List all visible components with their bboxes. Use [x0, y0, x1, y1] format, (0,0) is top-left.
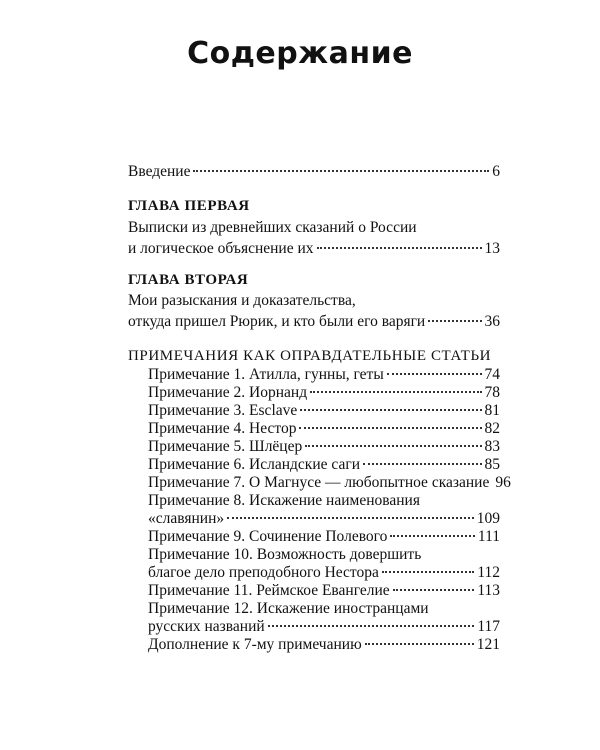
toc-page-number: 83 [484, 438, 500, 455]
toc-entry-chapter-one-line1[interactable]: Выписки из древнейших сказаний о России [128, 219, 417, 236]
toc-entry-label: Примечание 1. Атилла, гунны, геты [148, 366, 384, 383]
toc-entry-label: откуда пришел Рюрик, и кто были его варяги [128, 313, 426, 330]
toc-page-number: 78 [484, 384, 500, 401]
dot-leader [393, 589, 475, 591]
toc-entry-label: Примечание 4. Нестор [148, 420, 297, 437]
toc-entry-label: «славянин» [148, 510, 225, 527]
toc-page-number: 113 [477, 582, 500, 599]
toc-entry-label: Примечание 2. Иорнанд [148, 384, 308, 401]
dot-leader [387, 373, 482, 375]
toc-entry-chapter-one[interactable] [128, 239, 500, 258]
toc-entry-label: Примечание 7. О Магнусе — любопытное сказание [148, 474, 490, 491]
dot-leader [428, 320, 481, 322]
toc-page-number: 36 [484, 313, 500, 330]
toc-entry-label: Примечание 3. Esclave [148, 402, 298, 419]
toc-entry-note[interactable] [148, 437, 500, 456]
toc-entry-note[interactable] [148, 617, 500, 636]
dot-leader [310, 391, 481, 393]
dot-leader [382, 571, 474, 573]
toc-entry-label: и логическое объяснение их [128, 240, 314, 257]
dot-leader [193, 170, 489, 172]
toc-entry-chapter-two-line1[interactable]: Мои разыскания и доказательства, [128, 292, 356, 309]
notes-heading: ПРИМЕЧАНИЯ КАК ОПРАВДАТЕЛЬНЫЕ СТАТЬИ [128, 348, 492, 364]
toc-entry-label: Примечание 6. Исландские саги [148, 456, 360, 473]
toc-page-number: 96 [495, 474, 511, 491]
page-title: Содержание [187, 36, 413, 71]
toc-entry-label: Введение [128, 163, 191, 180]
toc-entry-note[interactable] [148, 455, 500, 474]
toc-entry-note[interactable] [148, 365, 500, 384]
toc-entry-chapter-two[interactable] [128, 312, 500, 331]
toc-page-number: 117 [477, 618, 500, 635]
dot-leader [365, 643, 474, 645]
toc-entry-note[interactable] [148, 635, 500, 654]
toc-entry-note[interactable] [148, 473, 511, 492]
toc-page-number: 13 [484, 240, 500, 257]
toc-page-number: 109 [476, 510, 500, 527]
dot-leader [299, 427, 481, 429]
toc-entry-note[interactable] [148, 509, 500, 528]
toc-entry-intro[interactable] [128, 162, 500, 181]
toc-entry-note[interactable] [148, 527, 500, 546]
toc-page-number: 82 [484, 420, 500, 437]
toc-entry-label: Примечание 11. Реймское Евангелие [148, 582, 390, 599]
toc-entry-note[interactable] [148, 563, 500, 582]
toc-entry-note[interactable] [148, 401, 500, 420]
toc-page-number: 6 [492, 163, 500, 180]
toc-entry-label: русских названий [148, 618, 265, 635]
toc-page-number: 74 [484, 366, 500, 383]
toc-page-number: 85 [484, 456, 500, 473]
toc-entry-note-line1[interactable]: Примечание 8. Искажение наименования [148, 492, 420, 509]
dot-leader [268, 625, 475, 627]
toc-page-number: 81 [484, 402, 500, 419]
toc-entry-label: Примечание 5. Шлёцер [148, 438, 303, 455]
chapter-one-heading: ГЛАВА ПЕРВАЯ [128, 198, 250, 214]
dot-leader [363, 463, 482, 465]
toc-page-number: 121 [476, 636, 500, 653]
dot-leader [300, 409, 481, 411]
toc-entry-note[interactable] [148, 383, 500, 402]
dot-leader [305, 445, 481, 447]
toc-entry-note[interactable] [148, 419, 500, 438]
toc-entry-label: Дополнение к 7-му примечанию [148, 636, 362, 653]
toc-page-number: 112 [477, 564, 500, 581]
dot-leader [317, 247, 482, 249]
toc-entry-note-line1[interactable]: Примечание 10. Возможность довершить [148, 546, 422, 563]
toc-entry-label: Примечание 9. Сочинение Полевого [148, 528, 388, 545]
toc-entry-note-line1[interactable]: Примечание 12. Искажение иностранцами [148, 600, 429, 617]
toc-page-number: 111 [477, 528, 500, 545]
toc-entry-note[interactable] [148, 581, 500, 600]
chapter-two-heading: ГЛАВА ВТОРАЯ [128, 272, 249, 288]
dot-leader [390, 535, 474, 537]
toc-entry-label: благое дело преподобного Нестора [148, 564, 379, 581]
dot-leader [227, 517, 474, 519]
